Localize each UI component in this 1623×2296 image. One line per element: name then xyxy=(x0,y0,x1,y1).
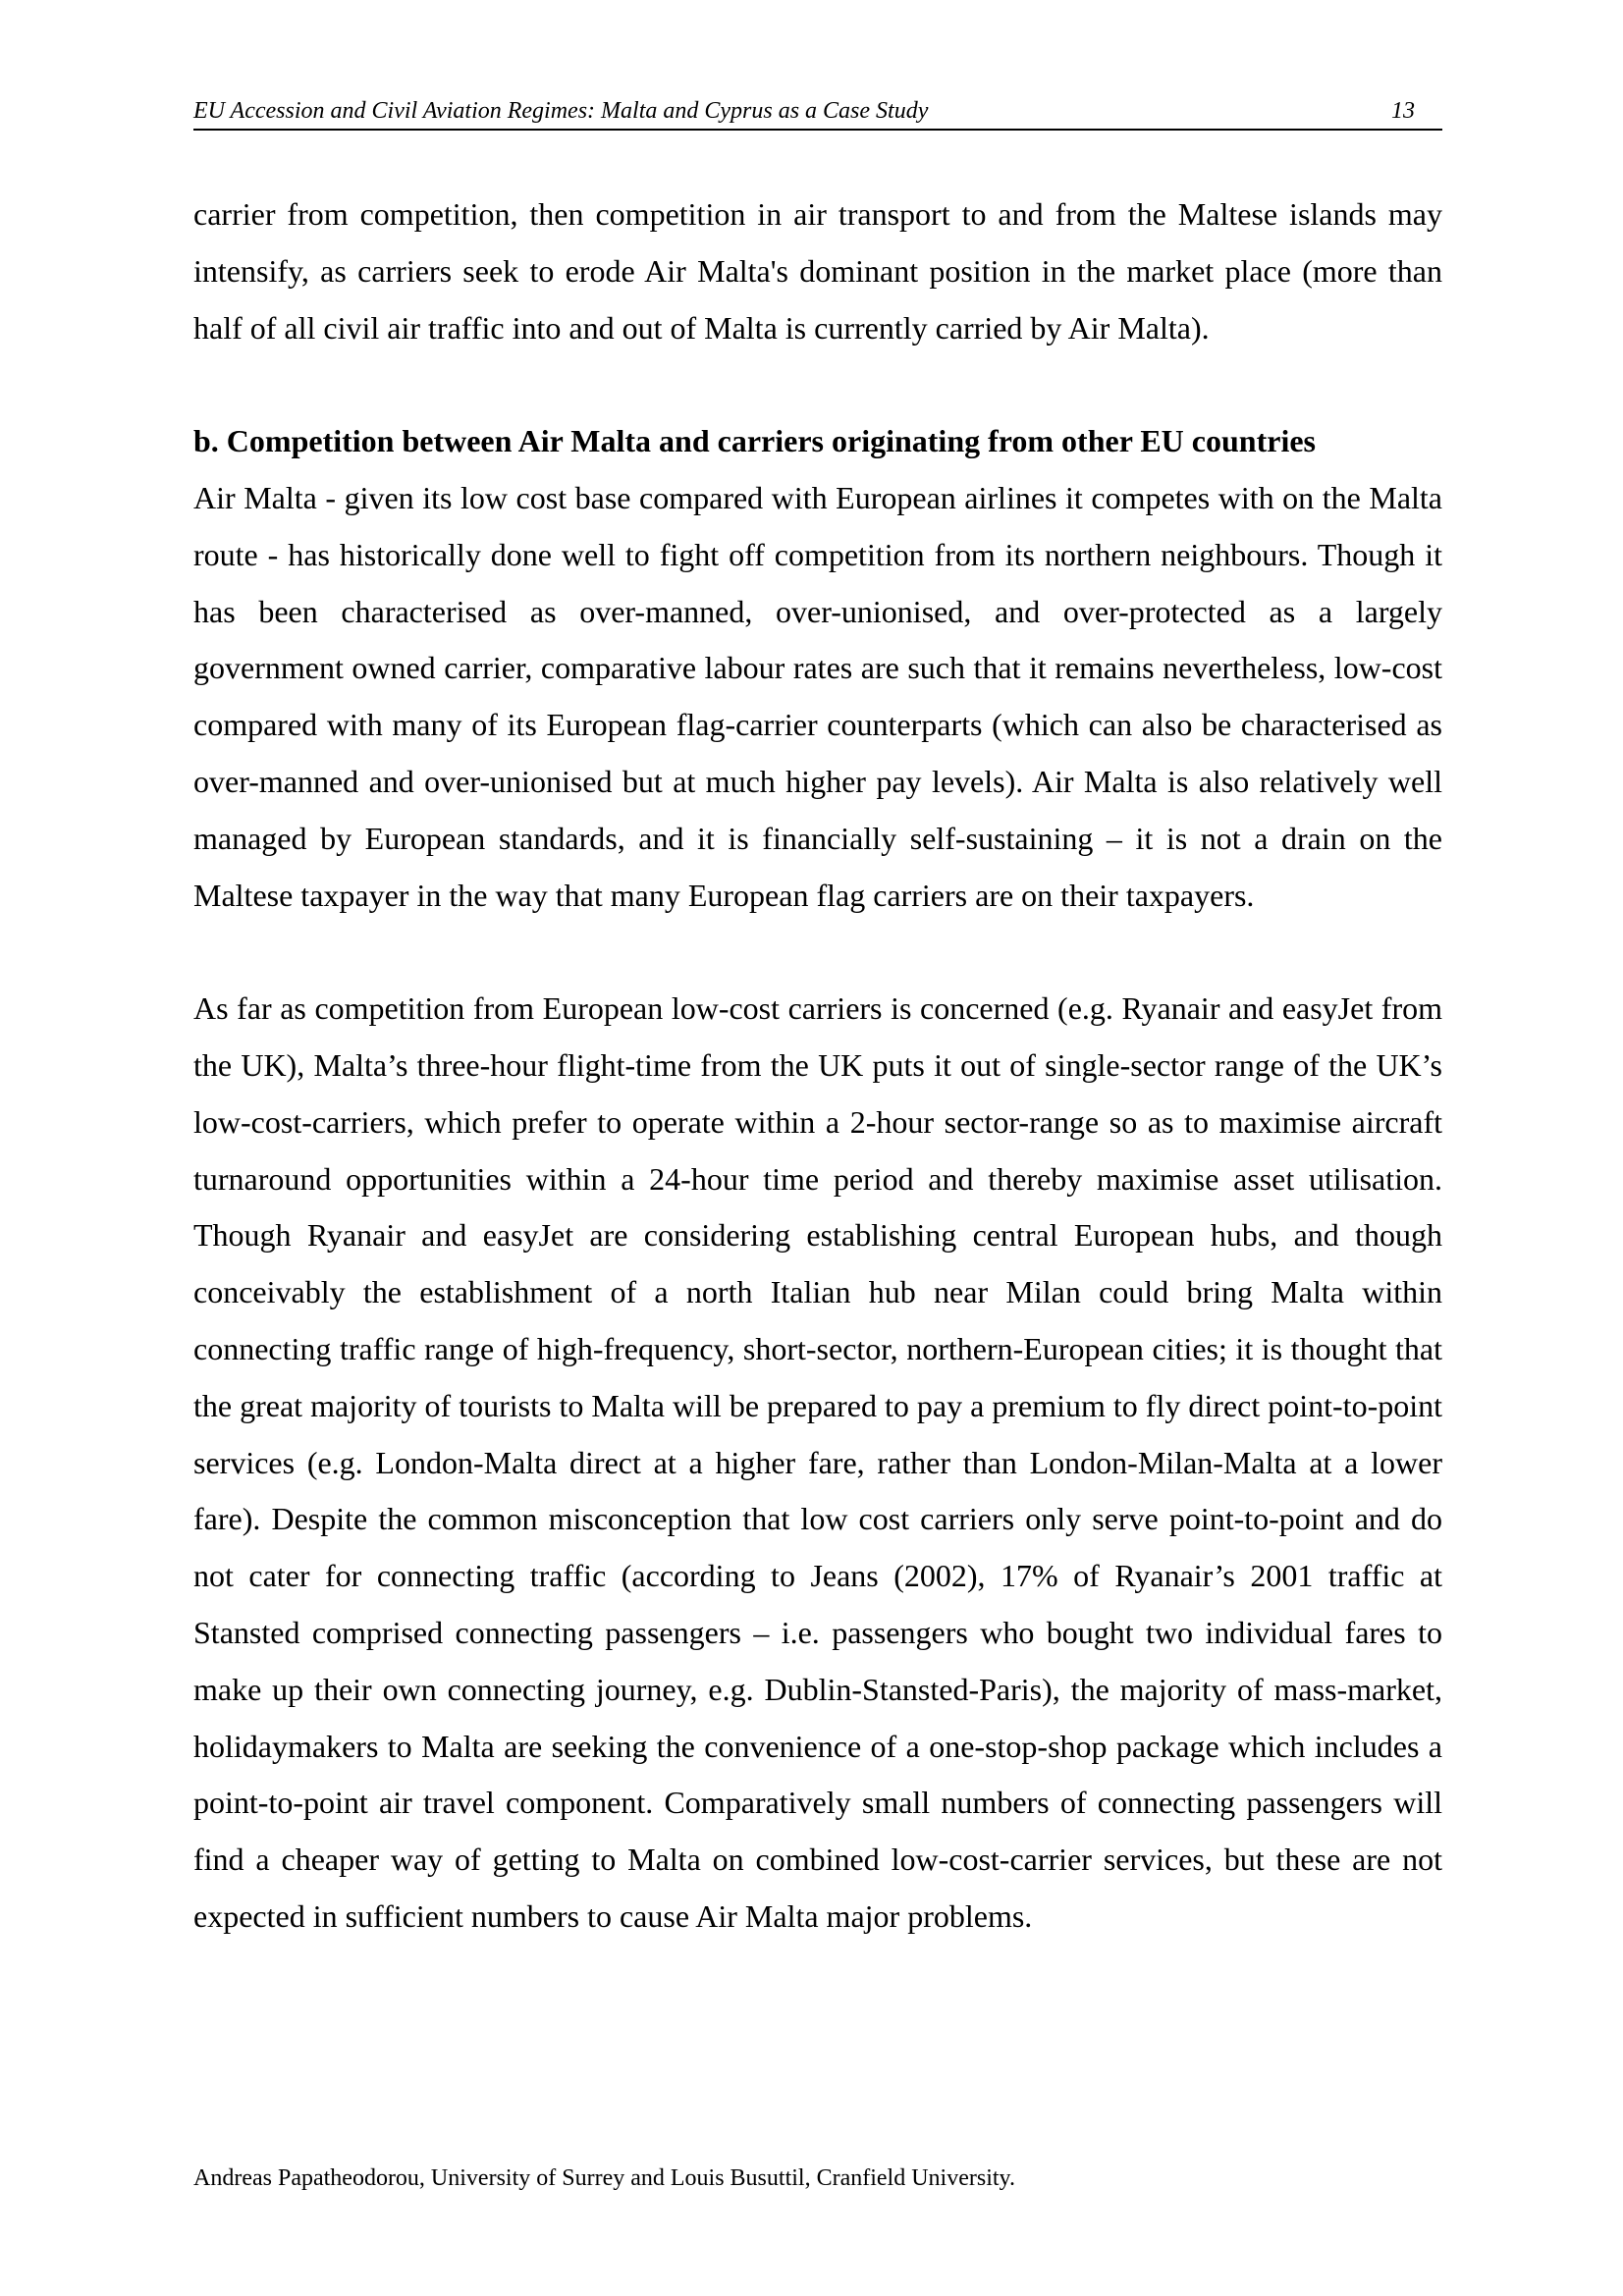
section-heading-b: b. Competition between Air Malta and carriers originating from other EU countries xyxy=(193,423,1316,459)
page-number: 13 xyxy=(1391,98,1415,124)
running-header xyxy=(193,93,1442,131)
page-footer: Andreas Papatheodorou, University of Surrey and Louis Busuttil, Cranfield University. xyxy=(193,2165,1015,2191)
running-header-title: EU Accession and Civil Aviation Regimes: Malta and Cyprus as a Case Study xyxy=(193,98,929,124)
main-text xyxy=(193,187,1442,1946)
paragraph-air-malta-costs: Air Malta - given its low cost base compared with European airlines it competes with on the Malta route - has historically done well to fight off competition from its northern neighbours. Though it has been characterised as over-manned, over-unionised, and over-protected as a largely government owned carrier, comparative labour rates are such that it remains nevertheless, low-cost compared with many of its European flag-carrier counterparts (which can also be characterised as over-manned and over-unionised but at much higher pay levels). Air Malta is also relatively well managed by European standards, and it is financially self-sustaining – it is not a drain on the Maltese taxpayer in the way that many European flag carriers are on their taxpayers. xyxy=(193,479,1442,913)
paragraph-continuation: carrier from competition, then competition in air transport to and from the Maltese islands may intensify, as carriers seek to erode Air Malta's dominant position in the market place (more than half of all civil air traffic into and out of Malta is currently carried by Air Malta). xyxy=(193,196,1442,346)
paragraph-low-cost-competition: As far as competition from European low-cost carriers is concerned (e.g. Ryanair and easyJet from the UK), Malta’s three-hour flight-time from the UK puts it out of single-sector range of the UK’s low-cost-carriers, which prefer to operate within a 2-hour sector-range so as to maximise aircraft turnaround opportunities within a 24-hour time period and thereby maximise asset utilisation. Though Ryanair and easyJet are considering establishing central European hubs, and though conceivably the establishment of a north Italian hub near Milan could bring Malta within connecting traffic range of high-frequency, short-sector, northern-European cities; it is thought that the great majority of tourists to Malta will be prepared to pay a premium to fly direct point-to-point services (e.g. London-Malta direct at a higher fare, rather than London-Milan-Malta at a lower fare). Despite the common misconception that low cost carriers only serve point-to-point and do not cater for connecting traffic (according to Jeans (2002), 17% of Ryanair’s 2001 traffic at Stansted comprised connecting passengers – i.e. passengers who bought two individual fares to make up their own connecting journey, e.g. Dublin-Stansted-Paris), the majority of mass-market, holidaymakers to Malta are seeking the convenience of a one-stop-shop package which includes a point-to-point air travel component. Comparatively small numbers of connecting passengers will find a cheaper way of getting to Malta on combined low-cost-carrier services, but these are not expected in sufficient numbers to cause Air Malta major problems. xyxy=(193,990,1442,1934)
